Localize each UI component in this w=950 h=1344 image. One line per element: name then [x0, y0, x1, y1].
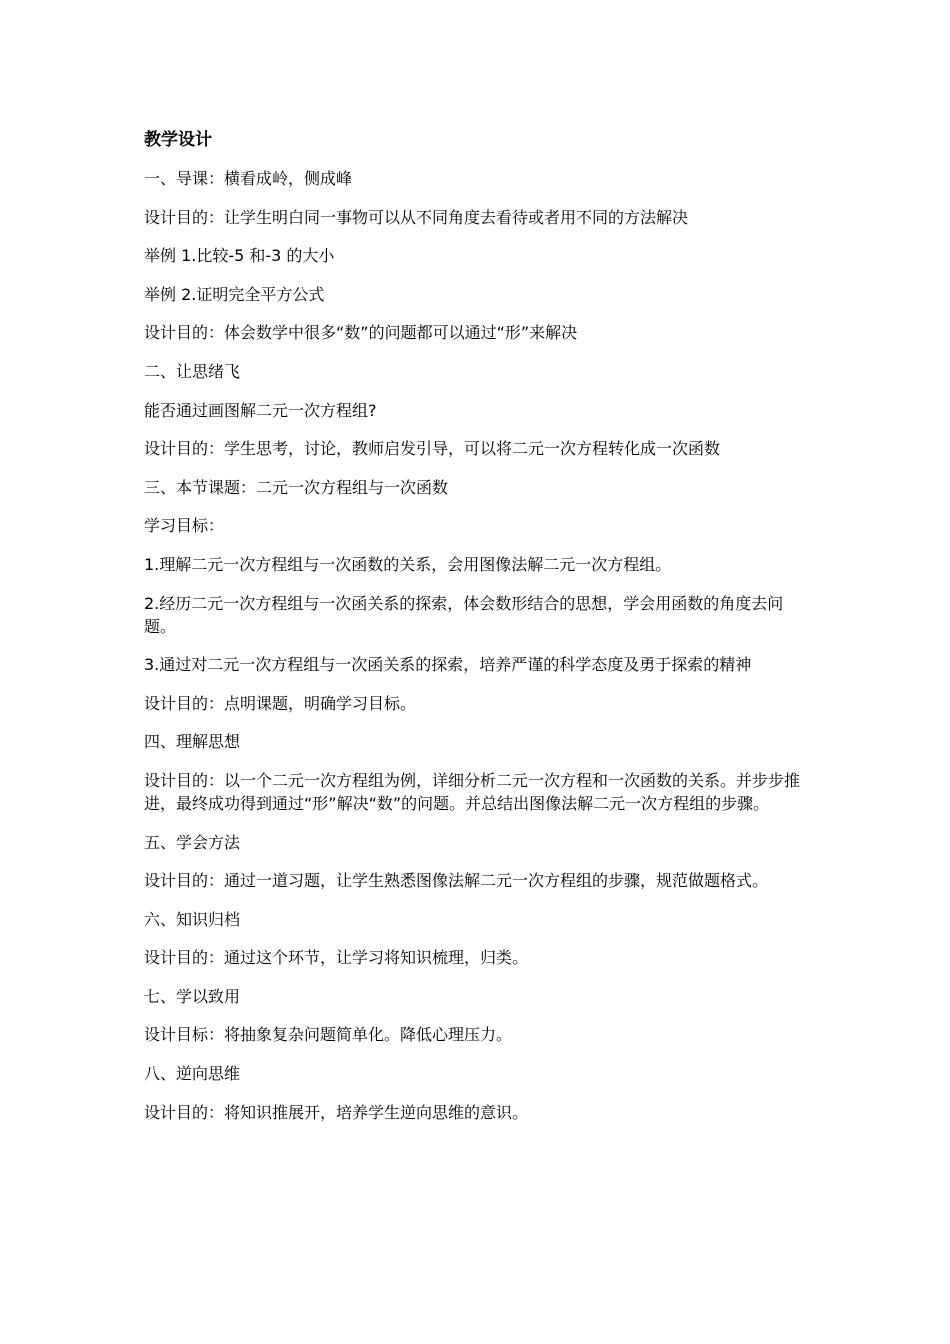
section-heading-application: 七、学以致用 [144, 986, 241, 1006]
learning-goal-item: 3.通过对二元一次方程组与一次函关系的探索，培养严谨的科学态度及勇于探索的精神 [144, 655, 752, 675]
learning-goal-item: 2.经历二元一次方程组与一次函关系的探索，体会数形结合的思想，学会用函数的角度去问题。 [144, 593, 784, 636]
document-page [144, 128, 804, 1139]
design-purpose-text: 设计目的：点明课题，明确学习目标。 [144, 693, 417, 713]
design-purpose-text: 设计目的：学生思考，讨论，教师启发引导，可以将二元一次方程转化成一次函数 [144, 439, 721, 459]
design-purpose-text: 设计目的：让学生明白同一事物可以从不同角度去看待或者用不同的方法解决 [144, 207, 689, 227]
question-text: 能否通过画图解二元一次方程组? [144, 400, 377, 420]
design-goal-text: 设计目标：将抽象复杂问题简单化。降低心理压力。 [144, 1025, 513, 1045]
learning-goal-item: 1.理解二元一次方程组与一次函数的关系，会用图像法解二元一次方程组。 [144, 554, 672, 574]
section-heading-knowledge: 六、知识归档 [144, 909, 241, 929]
design-purpose-text: 设计目的：将知识推展开，培养学生逆向思维的意识。 [144, 1102, 529, 1122]
design-purpose-text: 设计目的：通过一道习题，让学生熟悉图像法解二元一次方程组的步骤，规范做题格式。 [144, 871, 769, 891]
section-heading-topic: 三、本节课题：二元一次方程组与一次函数 [144, 477, 449, 497]
section-heading-understanding: 四、理解思想 [144, 732, 241, 752]
document-title: 教学设计 [144, 130, 212, 150]
example-text: 举例 1.比较-5 和-3 的大小 [144, 246, 335, 266]
design-purpose-text: 设计目的：通过这个环节，让学习将知识梳理，归类。 [144, 948, 529, 968]
section-heading-intro: 一、导课：横看成岭，侧成峰 [144, 169, 353, 188]
example-text: 举例 2.证明完全平方公式 [144, 284, 325, 304]
design-purpose-text: 设计目的：以一个二元一次方程组为例，详细分析二元一次方程和一次函数的关系。并步步推进，最终成功得到通过“形”解决“数”的问题。并总结出图像法解二元一次方程组的步骤。 [144, 770, 801, 813]
section-heading-thinking: 二、让思绪飞 [144, 361, 241, 381]
section-heading-reverse-thinking: 八、逆向思维 [144, 1064, 241, 1084]
learning-goals-label: 学习目标： [144, 516, 225, 536]
section-heading-method: 五、学会方法 [144, 832, 241, 852]
design-purpose-text: 设计目的：体会数学中很多“数”的问题都可以通过“形”来解决 [144, 323, 578, 343]
